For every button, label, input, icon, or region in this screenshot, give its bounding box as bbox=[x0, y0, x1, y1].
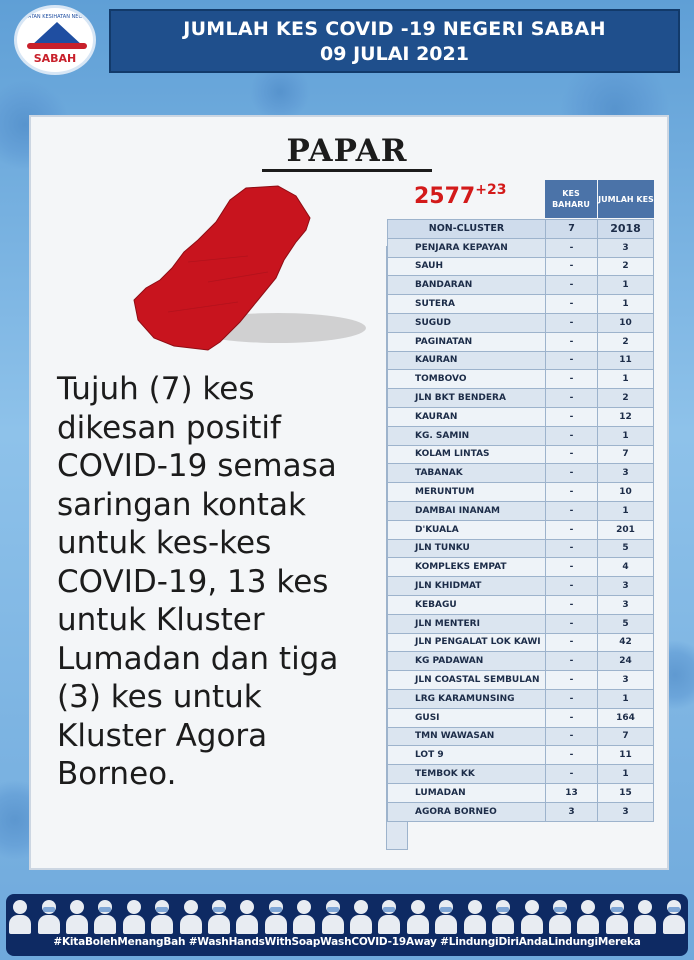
row-name: TABANAK bbox=[388, 464, 546, 483]
person-icon bbox=[376, 898, 402, 934]
table-row bbox=[388, 671, 654, 690]
row-name: JLN PENGALAT LOK KAWI bbox=[388, 633, 546, 652]
total-cases-value: 2577 bbox=[414, 184, 476, 209]
table-row bbox=[388, 539, 654, 558]
person-icon bbox=[263, 898, 289, 934]
row-total-cases: 15 bbox=[598, 783, 654, 802]
row-total-cases: 24 bbox=[598, 652, 654, 671]
total-cases-increase: +23 bbox=[475, 182, 507, 198]
row-name: KOLAM LINTAS bbox=[388, 445, 546, 464]
row-new-cases: - bbox=[546, 238, 598, 257]
table-row bbox=[388, 577, 654, 596]
person-icon bbox=[433, 898, 459, 934]
row-name: JLN KHIDMAT bbox=[388, 577, 546, 596]
table-row bbox=[388, 614, 654, 633]
table-row bbox=[388, 276, 654, 295]
row-new-cases: - bbox=[546, 708, 598, 727]
row-total-cases: 7 bbox=[598, 727, 654, 746]
row-new-cases: - bbox=[546, 370, 598, 389]
row-total-cases: 11 bbox=[598, 746, 654, 765]
row-name: LUMADAN bbox=[388, 783, 546, 802]
table-row bbox=[388, 633, 654, 652]
person-icon bbox=[547, 898, 573, 934]
row-new-cases: - bbox=[546, 689, 598, 708]
row-new-cases: - bbox=[546, 595, 598, 614]
table-row bbox=[388, 426, 654, 445]
header-date: 09 JULAI 2021 bbox=[320, 43, 469, 65]
row-new-cases: - bbox=[546, 520, 598, 539]
row-total-cases: 164 bbox=[598, 708, 654, 727]
row-new-cases: - bbox=[546, 671, 598, 690]
row-new-cases: - bbox=[546, 652, 598, 671]
footer-banner bbox=[6, 894, 688, 956]
frontliner-figures bbox=[6, 898, 688, 936]
row-new-cases: - bbox=[546, 727, 598, 746]
row-new-cases: - bbox=[546, 464, 598, 483]
row-total-cases: 5 bbox=[598, 539, 654, 558]
row-total-cases: 1 bbox=[598, 295, 654, 314]
row-new-cases: 3 bbox=[546, 802, 598, 821]
person-icon bbox=[320, 898, 346, 934]
logo-wave-icon bbox=[27, 43, 87, 49]
table-row bbox=[388, 407, 654, 426]
row-name: NON-CLUSTER bbox=[388, 220, 546, 239]
row-total-cases: 10 bbox=[598, 483, 654, 502]
table-row bbox=[388, 765, 654, 784]
table-row bbox=[388, 708, 654, 727]
row-new-cases: - bbox=[546, 539, 598, 558]
row-name: KG. SAMIN bbox=[388, 426, 546, 445]
person-icon bbox=[490, 898, 516, 934]
person-icon bbox=[462, 898, 488, 934]
table-row bbox=[388, 520, 654, 539]
table-row bbox=[388, 313, 654, 332]
row-new-cases: - bbox=[546, 407, 598, 426]
header-title: JUMLAH KES COVID -19 NEGERI SABAH bbox=[183, 18, 606, 40]
case-description: Tujuh (7) kes dikesan positif COVID-19 semasa saringan kontak untuk kes-kes COVID-19, 13 kes untuk Kluster Lumadan dan tiga (3) kes untuk Kluster Agora Borneo. bbox=[57, 371, 339, 792]
person-icon bbox=[121, 898, 147, 934]
row-name: PAGINATAN bbox=[388, 332, 546, 351]
row-total-cases: 11 bbox=[598, 351, 654, 370]
row-new-cases: - bbox=[546, 351, 598, 370]
table-row bbox=[388, 595, 654, 614]
row-total-cases: 5 bbox=[598, 614, 654, 633]
row-new-cases: - bbox=[546, 276, 598, 295]
row-name: KAURAN bbox=[388, 351, 546, 370]
table-row bbox=[388, 746, 654, 765]
row-total-cases: 2 bbox=[598, 389, 654, 408]
person-icon bbox=[405, 898, 431, 934]
person-icon bbox=[575, 898, 601, 934]
table-row bbox=[388, 802, 654, 821]
table-row bbox=[388, 295, 654, 314]
row-total-cases: 2 bbox=[598, 257, 654, 276]
person-icon bbox=[604, 898, 630, 934]
row-new-cases: - bbox=[546, 501, 598, 520]
row-name: KAURAN bbox=[388, 407, 546, 426]
row-total-cases: 1 bbox=[598, 276, 654, 295]
person-icon bbox=[64, 898, 90, 934]
row-new-cases: - bbox=[546, 295, 598, 314]
table-row bbox=[388, 501, 654, 520]
row-name: PENJARA KEPAYAN bbox=[388, 238, 546, 257]
person-icon bbox=[661, 898, 687, 934]
row-total-cases: 7 bbox=[598, 445, 654, 464]
table-row bbox=[388, 689, 654, 708]
table-row bbox=[388, 332, 654, 351]
row-name: KG PADAWAN bbox=[388, 652, 546, 671]
cases-table bbox=[387, 219, 654, 822]
row-total-cases: 1 bbox=[598, 370, 654, 389]
row-name: TMN WAWASAN bbox=[388, 727, 546, 746]
district-title: PAPAR bbox=[262, 133, 432, 172]
row-name: JLN BKT BENDERA bbox=[388, 389, 546, 408]
person-icon bbox=[519, 898, 545, 934]
person-icon bbox=[178, 898, 204, 934]
table-row bbox=[388, 351, 654, 370]
col-header-total-label: JUMLAH KES bbox=[598, 194, 654, 204]
table-row bbox=[388, 238, 654, 257]
row-new-cases: - bbox=[546, 614, 598, 633]
table-row bbox=[388, 558, 654, 577]
row-name: SAUH bbox=[388, 257, 546, 276]
row-new-cases: - bbox=[546, 257, 598, 276]
col-header-new bbox=[545, 180, 597, 218]
row-new-cases: - bbox=[546, 313, 598, 332]
row-total-cases: 2 bbox=[598, 332, 654, 351]
total-cases bbox=[414, 184, 506, 209]
row-total-cases: 3 bbox=[598, 671, 654, 690]
row-new-cases: - bbox=[546, 426, 598, 445]
person-icon bbox=[7, 898, 33, 934]
person-icon bbox=[291, 898, 317, 934]
row-new-cases: - bbox=[546, 332, 598, 351]
person-icon bbox=[632, 898, 658, 934]
table-row bbox=[388, 464, 654, 483]
table-row bbox=[388, 257, 654, 276]
person-icon bbox=[92, 898, 118, 934]
row-total-cases: 10 bbox=[598, 313, 654, 332]
row-name: KEBAGU bbox=[388, 595, 546, 614]
row-total-cases: 1 bbox=[598, 689, 654, 708]
table-row bbox=[388, 652, 654, 671]
row-total-cases: 3 bbox=[598, 464, 654, 483]
row-total-cases: 12 bbox=[598, 407, 654, 426]
row-name: BANDARAN bbox=[388, 276, 546, 295]
row-name: AGORA BORNEO bbox=[388, 802, 546, 821]
row-name: SUTERA bbox=[388, 295, 546, 314]
row-total-cases: 3 bbox=[598, 802, 654, 821]
table-row bbox=[388, 370, 654, 389]
person-icon bbox=[348, 898, 374, 934]
row-new-cases: 7 bbox=[546, 220, 598, 239]
row-name: MERUNTUM bbox=[388, 483, 546, 502]
table-row bbox=[388, 483, 654, 502]
table-row-non-cluster bbox=[388, 220, 654, 239]
row-name: JLN MENTERI bbox=[388, 614, 546, 633]
sabah-health-logo bbox=[14, 5, 96, 75]
row-total-cases: 3 bbox=[598, 238, 654, 257]
row-total-cases: 201 bbox=[598, 520, 654, 539]
row-name: TOMBOVO bbox=[388, 370, 546, 389]
table-row bbox=[388, 727, 654, 746]
logo-text: SABAH bbox=[33, 52, 77, 65]
person-icon bbox=[149, 898, 175, 934]
row-total-cases: 4 bbox=[598, 558, 654, 577]
row-new-cases: - bbox=[546, 633, 598, 652]
row-total-cases: 3 bbox=[598, 595, 654, 614]
col-header-new-label: KES BAHARU bbox=[552, 189, 590, 209]
row-name: GUSI bbox=[388, 708, 546, 727]
col-header-total bbox=[598, 180, 654, 218]
row-name: SUGUD bbox=[388, 313, 546, 332]
row-name: D'KUALA bbox=[388, 520, 546, 539]
row-new-cases: - bbox=[546, 445, 598, 464]
page-header bbox=[109, 9, 680, 73]
row-total-cases: 1 bbox=[598, 501, 654, 520]
row-new-cases: - bbox=[546, 483, 598, 502]
row-name: DAMBAI INANAM bbox=[388, 501, 546, 520]
row-total-cases: 3 bbox=[598, 577, 654, 596]
row-new-cases: - bbox=[546, 389, 598, 408]
row-new-cases: - bbox=[546, 746, 598, 765]
row-name: JLN COASTAL SEMBULAN bbox=[388, 671, 546, 690]
footer-hashtags: #KitaBolehMenangBah #WashHandsWithSoapWashCOVID-19Away #LindungiDiriAndaLindungiMereka bbox=[53, 936, 641, 948]
logo-mini-text: JABATAN KESIHATAN NEGERI bbox=[19, 14, 91, 20]
row-new-cases: - bbox=[546, 577, 598, 596]
row-new-cases: - bbox=[546, 765, 598, 784]
row-name: JLN TUNKU bbox=[388, 539, 546, 558]
row-name: LOT 9 bbox=[388, 746, 546, 765]
person-icon bbox=[36, 898, 62, 934]
person-icon bbox=[234, 898, 260, 934]
row-total-cases: 1 bbox=[598, 765, 654, 784]
row-name: TEMBOK KK bbox=[388, 765, 546, 784]
person-icon bbox=[206, 898, 232, 934]
table-row bbox=[388, 445, 654, 464]
row-name: LRG KARAMUNSING bbox=[388, 689, 546, 708]
row-total-cases: 42 bbox=[598, 633, 654, 652]
papar-map-icon bbox=[128, 182, 368, 357]
row-new-cases: - bbox=[546, 558, 598, 577]
table-row bbox=[388, 389, 654, 408]
row-new-cases: 13 bbox=[546, 783, 598, 802]
row-total-cases: 1 bbox=[598, 426, 654, 445]
table-row bbox=[388, 783, 654, 802]
row-name: KOMPLEKS EMPAT bbox=[388, 558, 546, 577]
row-total-cases: 2018 bbox=[598, 220, 654, 239]
